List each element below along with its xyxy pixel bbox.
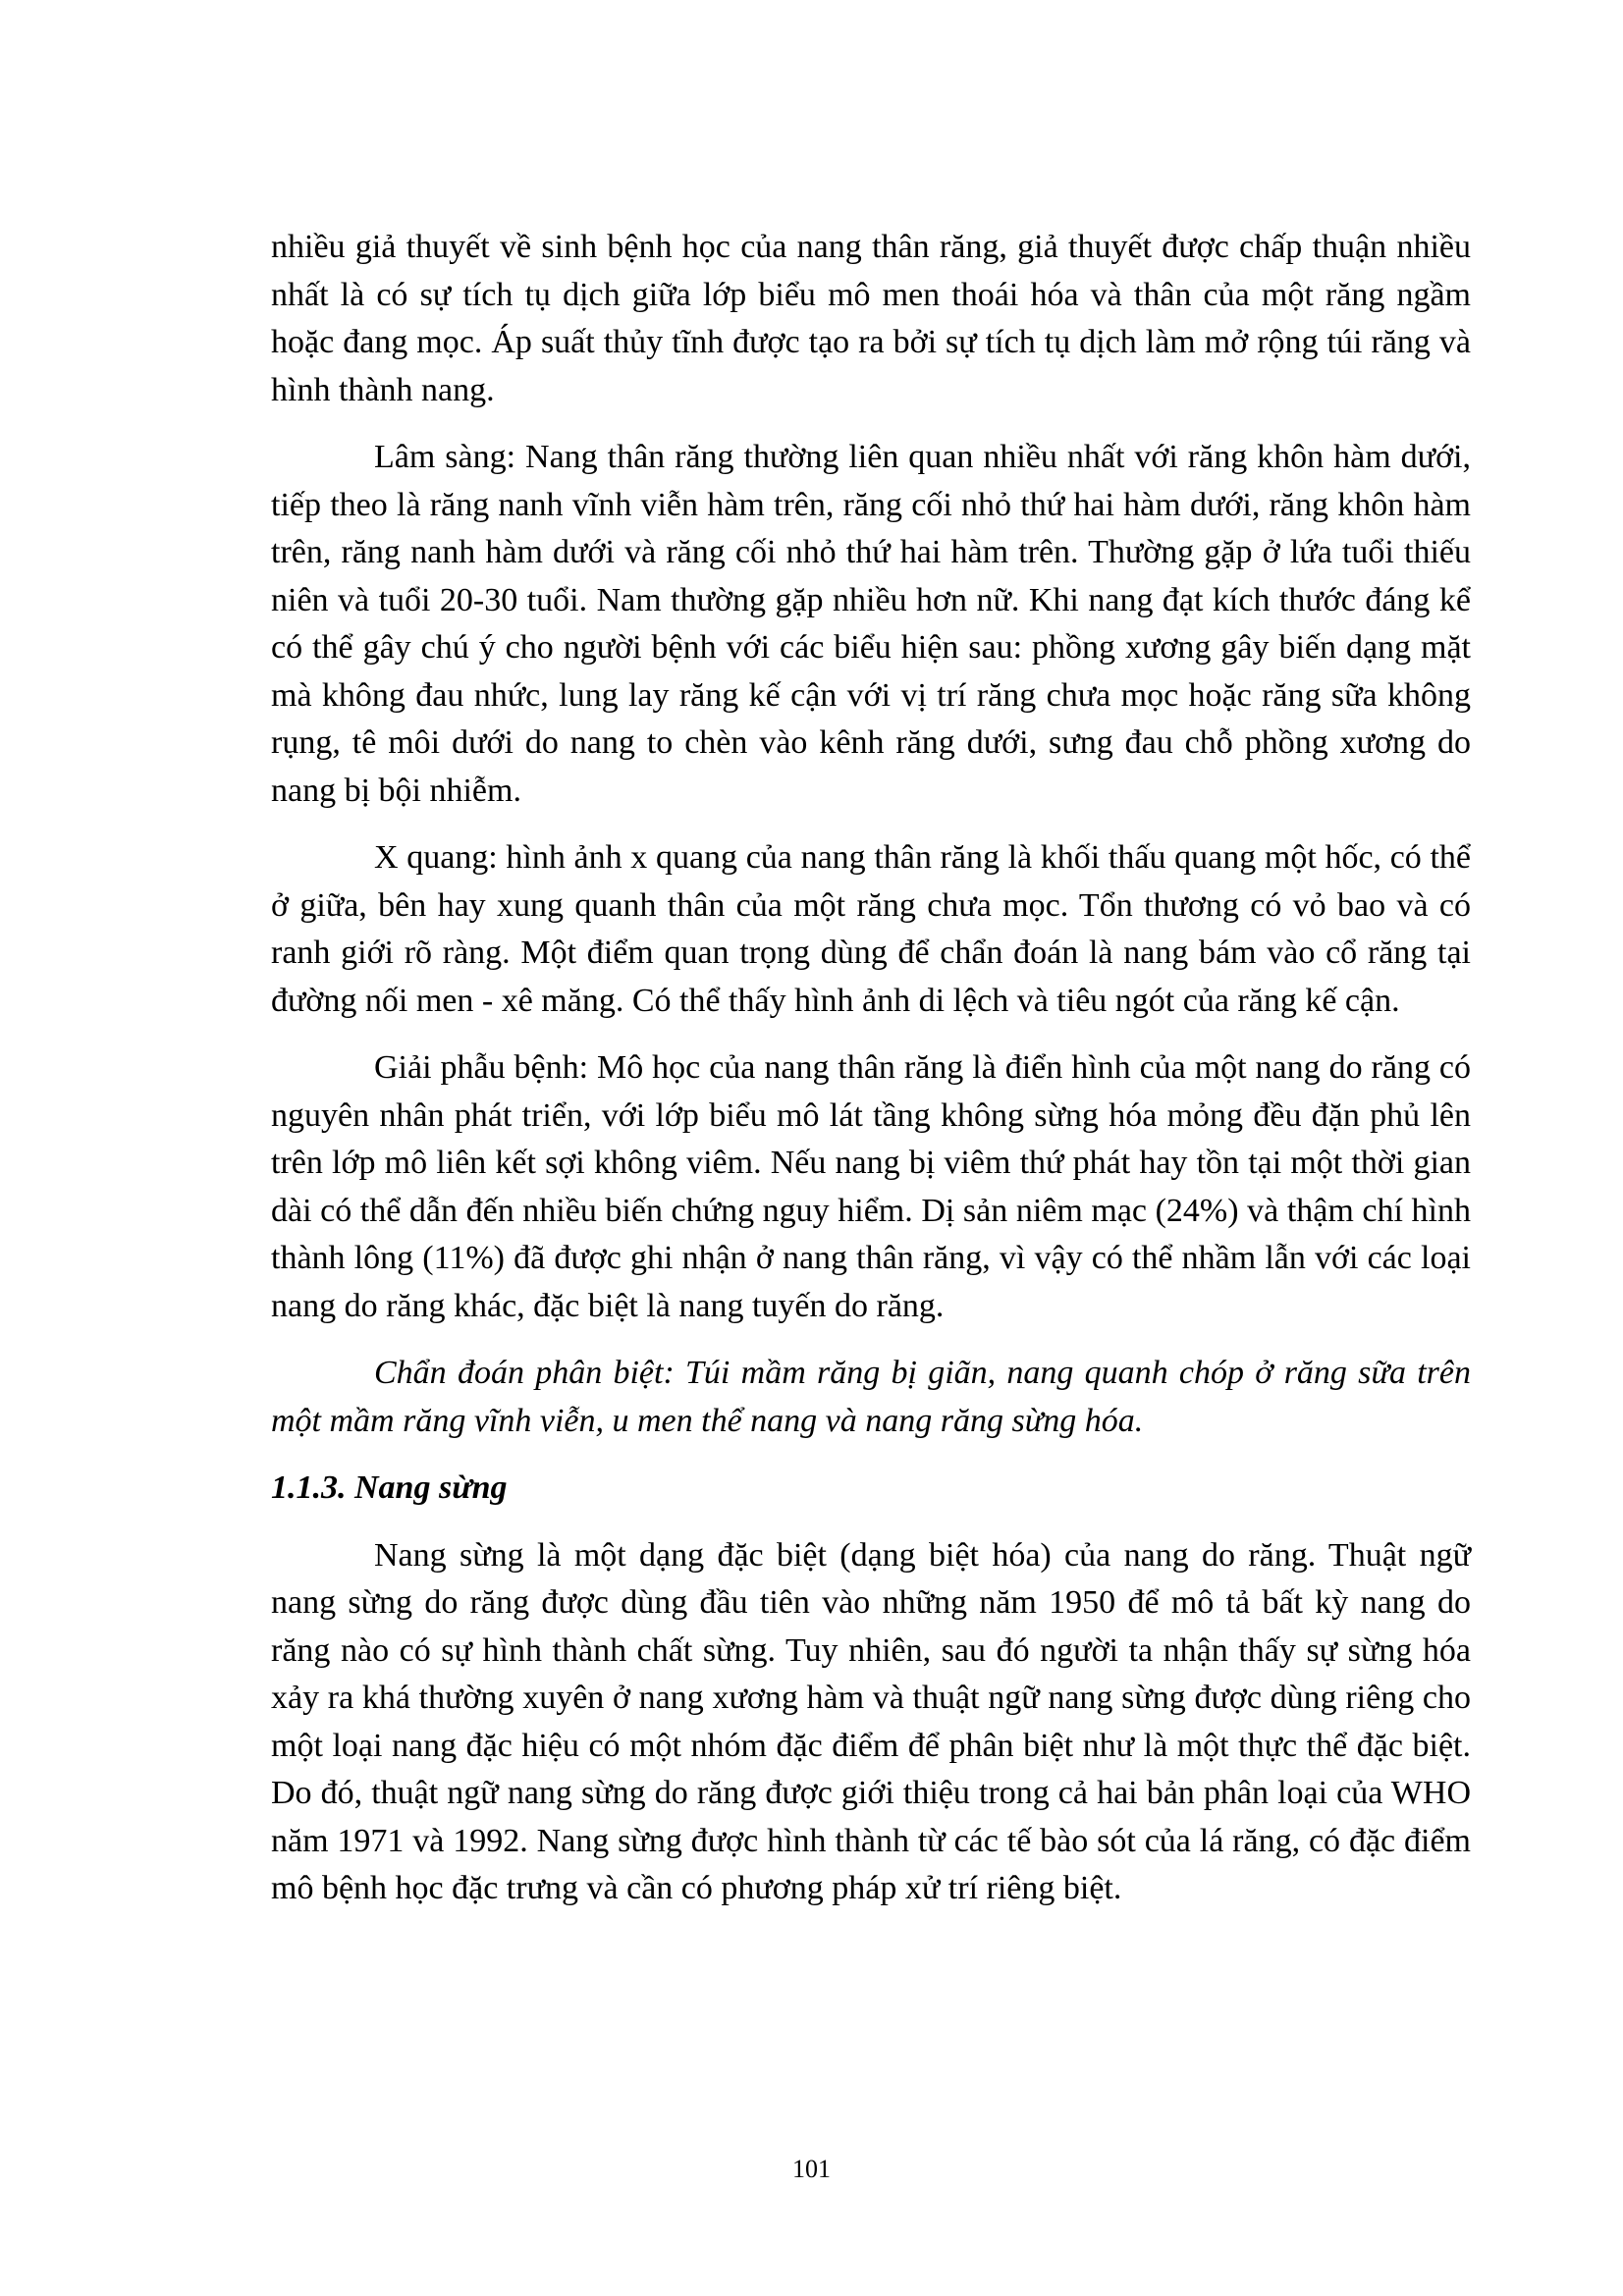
paragraph-xray: X quang: hình ảnh x quang của nang thân răng là khối thấu quang một hốc, có thể ở giữa, bên hay xung quanh thân của một răng chưa mọc. Tổn thương có vỏ bao và có ranh giới rõ ràng. Một điểm quan trọng dùng để chẩn đoán là nang bám vào cổ răng tại đường nối men - xê măng. Có thể thấy hình ảnh di lệch và tiêu ngót của răng kế cận.	[271, 839, 1471, 1019]
page-number: 101	[792, 2155, 831, 2183]
paragraph-pathology: Giải phẫu bệnh: Mô học của nang thân răng là điển hình của một nang do răng có nguyên nhân phát triển, với lớp biểu mô lát tầng không sừng hóa mỏng đều đặn phủ lên trên lớp mô liên kết sợi không viêm. Nếu nang bị viêm thứ phát hay tồn tại một thời gian dài có thể dẫn đến nhiều biến chứng nguy hiểm. Dị sản niêm mạc (24%) và thậm chí hình thành lông (11%) đã được ghi nhận ở nang thân răng, vì vậy có thể nhầm lẫn với các loại nang do răng khác, đặc biệt là nang tuyến do răng.	[271, 1049, 1471, 1324]
paragraph-keratocyst: Nang sừng là một dạng đặc biệt (dạng biệt hóa) của nang do răng. Thuật ngữ nang sừng do răng được dùng đầu tiên vào những năm 1950 để mô tả bất kỳ nang do răng nào có sự hình thành chất sừng. Tuy nhiên, sau đó người ta nhận thấy sự sừng hóa xảy ra khá thường xuyên ở nang xương hàm và thuật ngữ nang sừng được dùng riêng cho một loại nang đặc hiệu có một nhóm đặc điểm để phân biệt như là một thực thể đặc biệt. Do đó, thuật ngữ nang sừng do răng được giới thiệu trong cả hai bản phân loại của WHO năm 1971 và 1992. Nang sừng được hình thành từ các tế bào sót của lá răng, có đặc điểm mô bệnh học đặc trưng và cần có phương pháp xử trí riêng biệt.	[271, 1536, 1471, 1906]
paragraph-clinical: Lâm sàng: Nang thân răng thường liên quan nhiều nhất với răng khôn hàm dưới, tiếp theo là răng nanh vĩnh viễn hàm trên, răng cối nhỏ thứ hai hàm dưới, răng khôn hàm trên, răng nanh hàm dưới và răng cối nhỏ thứ hai hàm trên. Thường gặp ở lứa tuổi thiếu niên và tuổi 20-30 tuổi. Nam thường gặp nhiều hơn nữ. Khi nang đạt kích thước đáng kể có thể gây chú ý cho người bệnh với các biểu hiện sau: phồng xương gây biến dạng mặt mà không đau nhức, lung lay răng kế cận với vị trí răng chưa mọc hoặc răng sữa không rụng, tê môi dưới do nang to chèn vào kênh răng dưới, sưng đau chỗ phồng xương do nang bị bội nhiễm.	[271, 439, 1471, 809]
paragraph-differential-diagnosis: Chẩn đoán phân biệt: Túi mầm răng bị giãn, nang quanh chóp ở răng sữa trên một mầm răng vĩnh viễn, u men thể nang và nang răng sừng hóa.	[271, 1355, 1471, 1439]
paragraph-pathogenesis: nhiều giả thuyết về sinh bệnh học của nang thân răng, giả thuyết được chấp thuận nhiều nhất là có sự tích tụ dịch giữa lớp biểu mô men thoái hóa và thân của một răng ngầm hoặc đang mọc. Áp suất thủy tĩnh được tạo ra bởi sự tích tụ dịch làm mở rộng túi răng và hình thành nang.	[271, 229, 1471, 408]
section-heading: 1.1.3. Nang sừng	[271, 1469, 508, 1506]
page-body	[271, 224, 1471, 1913]
